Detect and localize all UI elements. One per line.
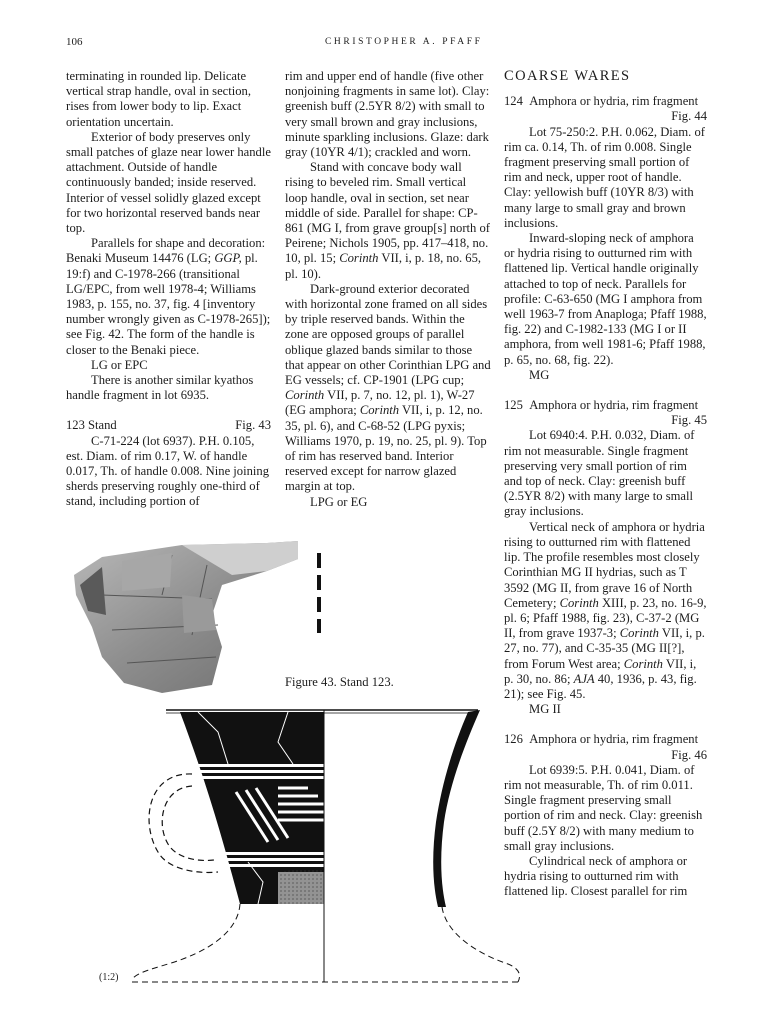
paragraph: Inward-sloping neck of amphora or hydria rising to outturned rim with flattened lip. Vertical handle originally attached to top of neck. Parallels for profile: C-63-650 (MG I amphora from well 1963-7 from Anaploga; Pfaff 1988, fig. 22) and C-1982-133 (MG I or II amphora, from well 1981-6; Pfaff 1988, p. 65, no. 68, fig. 22). — [504, 231, 707, 367]
catalog-heading — [504, 398, 707, 413]
italic-ref: Corinth — [559, 595, 599, 610]
text-column-1 — [66, 69, 271, 510]
paragraph: rim and upper end of handle (five other nonjoining fragments in same lot). Clay: greenish buff (2.5YR 8/2) with small to very small brown and gray inclusions, minute sparkling inclusions. Glaze: dark gray (10YR 4/1); crackled and worn. — [285, 69, 490, 160]
paragraph: Lot 6940:4. P.H. 0.032, Diam. of rim not measurable. Single fragment preserving very small portion of rim and top of neck. Clay: greenish buff (2.5YR 8/2) with many large to small gray inclusions. — [504, 428, 695, 519]
text-run: VII, p. 7, no. 12, pl. 1), W-27 (EG amphora; — [285, 388, 475, 418]
paragraph — [285, 160, 491, 282]
catalog-title: Amphora or hydria, rim fragment — [529, 398, 699, 413]
figure-ref: Fig. 44 — [671, 109, 707, 124]
date-label: MG II — [529, 702, 561, 717]
paragraph: terminating in rounded lip. Delicate vertical strap handle, oval in section, rises from lower body to lip. Exact orientation uncertain. — [66, 69, 251, 129]
text-run: 40, 1936, p. 43, fig. 21); see Fig. 45. — [504, 671, 697, 701]
text-run: Parallels for shape and decoration: Benaki Museum 14476 (LG; — [66, 236, 266, 266]
paragraph: Lot 6939:5. P.H. 0.041, Diam. of rim not measurable, Th. of rim 0.011. Single fragment preserving small portion of rim and neck. Clay: greenish buff (2.5Y 8/2) with many medium to small gray inclusions. — [504, 762, 703, 853]
catalog-heading — [504, 732, 707, 747]
catalog-heading — [504, 94, 707, 109]
stand-photograph — [62, 535, 312, 695]
paragraph: There is another similar kyathos handle fragment in lot 6935. — [66, 373, 254, 403]
catalog-heading-123 — [66, 418, 271, 433]
text-run: XIII, p. 23, no. 16-9, pl. 6; Pfaff 1988, fig. 23), C-37-2 (MG II, from grave 1937-3; — [504, 595, 707, 641]
scale-label: (1:2) — [99, 972, 119, 983]
catalog-title: Amphora or hydria, rim fragment — [529, 94, 699, 109]
date-label: LG or EPC — [91, 357, 148, 372]
text-column-2 — [285, 69, 491, 510]
text-run: Vertical neck of amphora or hydria rising to outturned rim with flattened lip. The profile resembles most closely Corinthian MG II hydrias, such as T 3592 (MG II, from grave 16 of North Cemetery; — [504, 519, 705, 610]
text-run: VII, i, p. 18, no. 65, pl. 10). — [285, 251, 482, 281]
italic-ref: Corinth — [285, 388, 325, 403]
catalog-title: Stand — [88, 418, 117, 433]
paragraph: Cylindrical neck of amphora or hydria rising to outturned rim with flattened lip. Closest parallel for rim — [504, 853, 688, 899]
catalog-number: 123 — [66, 418, 85, 433]
text-run: VII, i, p. 27, no. 77), and C-35-35 (MG II[?], from Forum West area; — [504, 626, 705, 671]
date-label: MG — [529, 367, 550, 382]
stand-profile-drawing — [128, 702, 526, 986]
catalog-title: Amphora or hydria, rim fragment — [529, 732, 699, 747]
figure-caption: Figure 43. Stand 123. — [285, 675, 394, 689]
italic-ref: Corinth — [339, 251, 379, 266]
scale-bar — [314, 553, 324, 633]
paragraph — [285, 282, 491, 495]
paragraph — [504, 520, 707, 702]
running-head: CHRISTOPHER A. PFAFF — [325, 37, 483, 47]
catalog-entry-124 — [504, 94, 707, 383]
catalog-number: 125 — [504, 398, 523, 413]
italic-ref: Corinth — [359, 403, 400, 418]
catalog-entry-title — [66, 418, 117, 433]
section-title: COARSE WARES — [504, 68, 631, 84]
paragraph — [66, 236, 271, 358]
paragraph: Lot 75-250:2. P.H. 0.062, Diam. of rim ca. 0.14, Th. of rim 0.008. Single fragment preserving small portion of rim and neck, upper root of handle. Clay: yellowish buff (10YR 8/3) with many large to small gray and brown inclusions. — [504, 124, 705, 230]
paragraph: Exterior of body preserves only small patches of glaze near lower handle attachment. Outside of handle continuously banded; inside reserved. Interior of vessel solidly glazed except for two horizontal reserved bands near top. — [66, 129, 271, 236]
text-column-3 — [504, 69, 707, 900]
figure-ref: Fig. 43 — [235, 418, 271, 433]
italic-ref: AJA — [573, 671, 595, 686]
italic-ref: Corinth — [619, 626, 659, 641]
page-number: 106 — [66, 36, 83, 48]
catalog-entry-125 — [504, 398, 707, 717]
text-run: VII, i, p. 30, no. 86; — [504, 656, 697, 686]
text-run: Dark-ground exterior decorated with horizontal zone framed on all sides by triple reserved bands. Within the zone are opposed groups of parallel oblique glazed bands similar to those that appear on other Corinthian LPG and EG vessels; cf. CP-1901 (LPG cup; — [285, 281, 491, 388]
italic-ref: GGP, — [214, 251, 242, 266]
figure-ref: Fig. 45 — [671, 413, 707, 428]
catalog-entry-126 — [504, 732, 707, 899]
catalog-number: 124 — [504, 94, 523, 109]
catalog-number: 126 — [504, 732, 523, 747]
text-run: VII, i, p. 12, no. 35, pl. 6), and C-68-52 (LPG pyxis; Williams 1970, p. 19, no. 25, pl. 9). Top of rim has reserved band. Interior reserved except for narrow glazed margin at top. — [285, 403, 487, 494]
figure-ref: Fig. 46 — [671, 747, 707, 762]
italic-ref: Corinth — [623, 656, 663, 671]
paragraph: C-71-224 (lot 6937). P.H. 0.105, est. Diam. of rim 0.17, W. of handle 0.017, Th. of handle 0.008. Nine joining sherds preserving roughly one-third of stand, including portion of — [66, 433, 269, 509]
text-run: Stand with concave body wall rising to beveled rim. Small vertical loop handle, oval in section, set near middle of side. Parallel for shape: CP-861 (MG I, from grave group[s] north of Peirene; Nichols 1905, pp. 417–418, no. 10, pl. 15; — [285, 160, 490, 266]
text-run: pl. 19:f) and C-1978-266 (transitional LG/EPC, from well 1978-4; Williams 1983, p. 155, no. 37, fig. 4 [inventory number wrongly given as C-1978-265]); see Fig. 42. The form of the handle is closer to the Benaki piece. — [66, 251, 271, 357]
date-label: LPG or EG — [310, 494, 368, 509]
